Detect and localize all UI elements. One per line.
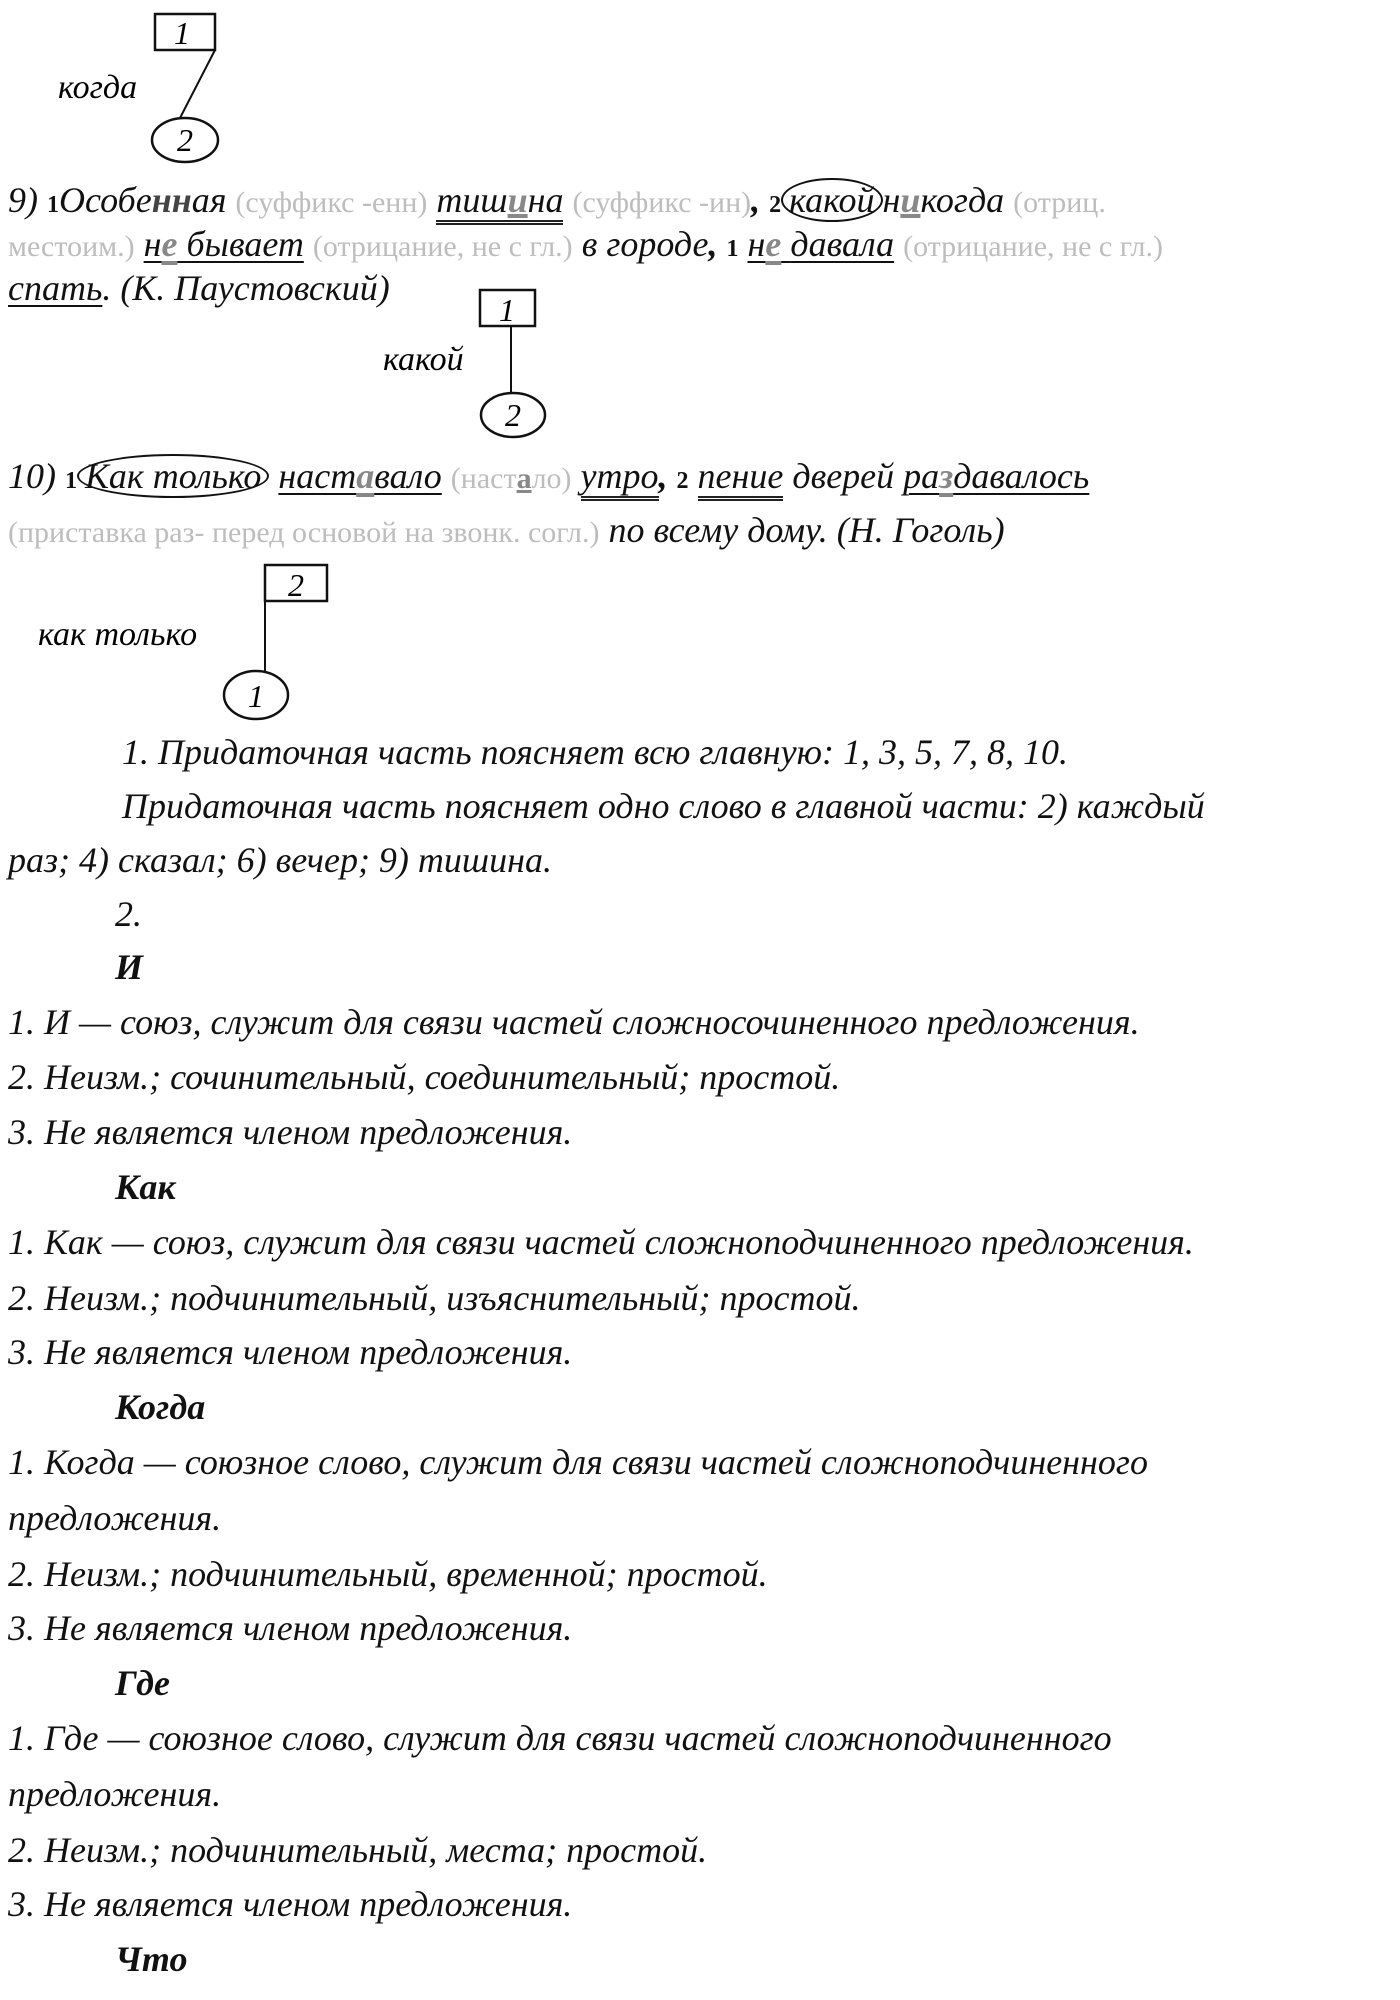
note: (настало) [450, 462, 572, 495]
conclusion-2a: Придаточная часть поясняет одно слово в главной части: 2) каждый [122, 786, 1205, 826]
punct: , [658, 456, 668, 496]
subject-word: утро [581, 456, 659, 501]
entry-line-3: 3. Не является членом предложения. [8, 1608, 573, 1648]
predicate-word: спать [8, 268, 103, 308]
note: (приставка раз- перед основой на звонк. согл.) [8, 516, 600, 549]
word: ая [191, 180, 227, 220]
entry-line-3: 3. Не является членом предложения. [8, 1112, 573, 1152]
entry-line-1: 1. Где — союзное слово, служит для связи частей сложноподчиненного [8, 1718, 1112, 1758]
sentence-9-line-2 [8, 222, 1163, 271]
punct: , [708, 224, 718, 264]
part-number: 2 [676, 468, 689, 494]
note: местоим.) [8, 230, 135, 263]
sentence-9-line-1 [8, 178, 1106, 227]
scheme-circle-label: 1 [248, 678, 264, 714]
word: Особе [59, 180, 152, 220]
predicate-word: наставало [278, 456, 442, 496]
entry-line-3: 3. Не является членом предложения. [8, 1332, 573, 1372]
sentence-10-line-1 [8, 454, 1089, 503]
punct: , [751, 180, 761, 220]
note: (суффикс -ин) [572, 186, 752, 219]
predicate-word: не бывает [143, 224, 304, 264]
word-letter: и [900, 180, 921, 220]
scheme-word: какой [383, 341, 464, 378]
sentence-label: 10) [8, 456, 56, 496]
scheme-word: как только [38, 616, 198, 653]
scheme-circle-label: 2 [177, 122, 193, 158]
scheme-word: когда [58, 69, 138, 106]
entry-title: Когда [115, 1387, 206, 1427]
word-suffix: нн [151, 180, 192, 220]
scheme-kogda [40, 8, 240, 168]
scheme-box-label: 1 [499, 292, 515, 328]
sentence-label: 9) [8, 180, 38, 220]
scheme-box-label: 1 [174, 15, 190, 51]
word: когда [920, 180, 1005, 220]
entry-line-1: 1. И — союз, служит для связи частей сложносочиненного предложения. [8, 1002, 1140, 1042]
entry-line-3: 3. Не является членом предложения. [8, 1884, 573, 1924]
part-number: 1 [65, 468, 77, 494]
scheme-link [180, 50, 215, 118]
sentence-10-line-2 [8, 508, 1005, 555]
sentence-9-line-3 [8, 266, 390, 310]
entry-title: Что [115, 1939, 188, 1979]
entry-line-1: 1. Когда — союзное слово, служит для связи частей сложноподчиненного [8, 1442, 1148, 1482]
subject-word: тишина [436, 180, 563, 225]
note: (отрицание, не с гл.) [903, 230, 1163, 263]
word: в городе [581, 224, 709, 264]
predicate-word: раздавалось [903, 456, 1090, 496]
scheme-box-label: 2 [288, 567, 304, 603]
conclusion-2b: раз; 4) сказал; 6) вечер; 9) тишина. [8, 840, 552, 880]
conclusion-1: 1. Придаточная часть поясняет всю главную: 1, 3, 5, 7, 8, 10. [122, 732, 1068, 772]
scheme-kak-tolko [20, 555, 340, 735]
entry-line-2: 2. Неизм.; подчинительный, места; простой. [8, 1830, 708, 1870]
scheme-kakoy [375, 285, 555, 445]
word: н [882, 180, 901, 220]
entry-title: Как [115, 1167, 176, 1207]
note: (отрицание, не с гл.) [312, 230, 573, 263]
word: дверей [792, 456, 895, 496]
note: (отриц. [1013, 186, 1106, 219]
entry-line-2: 2. Неизм.; подчинительный, временной; простой. [8, 1554, 768, 1594]
entry-line-2: 2. Неизм.; сочинительный, соединительный; простой. [8, 1057, 841, 1097]
entry-line-1b: предложения. [8, 1498, 222, 1538]
section-number: 2. [115, 894, 142, 934]
part-number: 1 [47, 192, 59, 218]
part-number: 1 [726, 236, 739, 262]
conjunction-oval: какой [781, 178, 882, 222]
word: по всему дому. (Н. Гоголь) [608, 510, 1005, 550]
entry-line-2: 2. Неизм.; подчинительный, изъяснительный; простой. [8, 1278, 861, 1318]
word: . (К. Паустовский) [102, 268, 390, 308]
entry-line-1b: предложения. [8, 1774, 222, 1814]
entry-title: И [115, 947, 144, 987]
entry-title: Где [115, 1663, 170, 1703]
subject-word: пение [698, 456, 784, 501]
part-number: 2 [769, 192, 782, 218]
entry-line-1: 1. Как — союз, служит для связи частей сложноподчиненного предложения. [8, 1222, 1194, 1262]
conjunction-oval: Как только [77, 454, 269, 498]
scheme-circle-label: 2 [505, 397, 521, 433]
note: (суффикс -енн) [235, 186, 428, 219]
predicate-word: не давала [747, 224, 895, 264]
